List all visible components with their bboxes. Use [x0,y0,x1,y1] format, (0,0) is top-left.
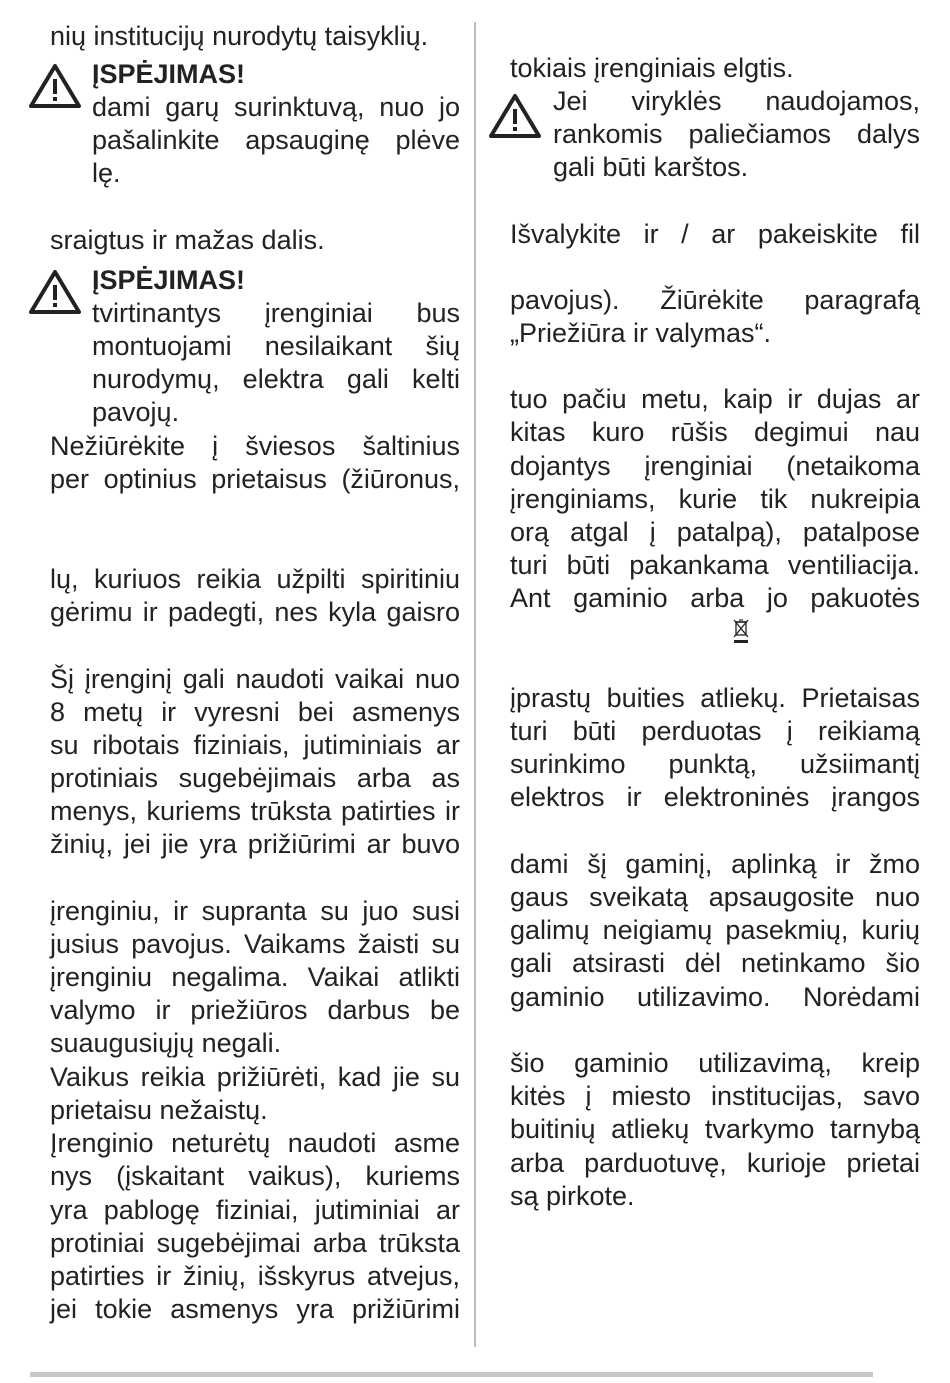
paragraph-line: Šį įrenginį gali naudoti vaikai nuo [50,664,460,694]
warning-triangle-icon [488,92,542,140]
paragraph-line: arba parduotuvę, kurioje prietai [510,1148,920,1178]
paragraph-line: gaus sveikatą apsaugosite nuo [510,882,920,912]
warning-text-line: pavojų. [92,397,180,427]
paragraph-line: surinkimo punktą, užsiimantį [510,749,920,779]
paragraph-line: turi būti perduotas į reikiamą [510,716,920,746]
footer-rule [30,1372,873,1377]
paragraph-line: menys, kuriems trūksta patirties ir [50,796,460,826]
paragraph-line: įrenginiu negalima. Vaikai atlikti [50,962,460,992]
warning-text-line: lę. [92,158,121,188]
paragraph-line: orą atgal į patalpą), patalpose [510,517,920,547]
warning-title: ĮSPĖJIMAS! [92,59,246,89]
paragraph-line: tuo pačiu metu, kaip ir dujas ar [510,384,920,414]
paragraph-line: są pirkote. [510,1181,635,1211]
warning-text-line: Jei viryklės naudojamos, [553,86,920,116]
paragraph-line: kitas kuro rūšis degimui nau [510,417,920,447]
paragraph-line: Ant gaminio arba jo pakuotės [510,583,920,613]
warning-triangle-icon [28,62,82,110]
paragraph-line: Vaikus reikia prižiūrėti, kad jie su [50,1062,460,1092]
paragraph-line: protiniai sugebėjimai arba trūksta [50,1228,460,1258]
paragraph-line: įrenginiu, ir supranta su juo susi [50,896,460,926]
paragraph-line: Nežiūrėkite į šviesos šaltinius [50,431,460,461]
warning-text-line: tvirtinantys įrenginiai bus [92,298,460,328]
paragraph-line: gėrimu ir padegti, nes kyla gaisro [50,597,460,627]
paragraph-line: yra pablogę fiziniai, jutiminiai ar [50,1195,460,1225]
paragraph-line: protiniais sugebėjimais arba as [50,763,460,793]
paragraph-line: suaugusiųjų negali. [50,1028,282,1058]
paragraph-line: prietaisu nežaistų. [50,1095,268,1125]
warning-text-line: montuojami nesilaikant šių [92,331,460,361]
paragraph-line: nys (įskaitant vaikus), kuriems [50,1161,460,1191]
paragraph-line: kitės į miesto institucijas, savo [510,1081,920,1111]
paragraph-line: šio gaminio utilizavimą, kreip [510,1048,920,1078]
paragraph-line: jei tokie asmenys yra prižiūrimi [50,1294,460,1324]
warning-text-line: dami garų surinktuvą, nuo jo [92,92,460,122]
paragraph-line: valymo ir priežiūros darbus be [50,995,460,1025]
paragraph-line: turi būti pakankama ventiliacija. [510,550,920,580]
paragraph-line: buitinių atliekų tvarkymo tarnybą [510,1114,920,1144]
paragraph-line: 8 metų ir vyresni bei asmenys [50,697,460,727]
paragraph-line: gali atsirasti dėl netinkamo šio [510,948,920,978]
warning-text-line: pašalinkite apsauginę plėve [92,125,460,155]
paragraph-line: žinių, jei jie yra prižiūrimi ar buvo [50,829,460,859]
warning-text-line: nurodymų, elektra gali kelti [92,364,460,394]
text-line: sraigtus ir mažas dalis. [50,225,325,255]
paragraph-line: lų, kuriuos reikia užpilti spiritiniu [50,564,460,594]
paragraph-line: įrenginiams, kurie tik nukreipia [510,484,920,514]
paragraph-line: per optinius prietaisus (žiūronus, [50,464,460,494]
warning-title: ĮSPĖJIMAS! [92,265,246,295]
text-line: Išvalykite ir / ar pakeiskite fil [510,219,920,249]
paragraph-line: „Priežiūra ir valymas“. [510,318,772,348]
paragraph-line: patirties ir žinių, išskyrus atvejus, [50,1261,460,1291]
paragraph-line: Įrenginio neturėtų naudoti asme [50,1128,460,1158]
warning-triangle-icon [28,268,82,316]
paragraph-line: dami šį gaminį, aplinką ir žmo [510,849,920,879]
warning-text-line: gali būti karštos. [553,152,749,182]
paragraph-line: dojantys įrenginiai (netaikoma [510,451,920,481]
paragraph-line: gaminio utilizavimo. Norėdami [510,982,920,1012]
text-line: nių institucijų nurodytų taisyklių. [50,21,429,51]
crossed-out-wheelie-bin-icon [732,618,750,644]
paragraph-line: su ribotais fiziniais, jutiminiais ar [50,730,460,760]
paragraph-line: įprastų buities atliekų. Prietaisas [510,683,920,713]
paragraph-line: elektros ir elektroninės įrangos [510,782,920,812]
paragraph-line: jusius pavojus. Vaikams žaisti su [50,929,460,959]
warning-text-line: rankomis paliečiamos dalys [553,119,920,149]
paragraph-line: galimų neigiamų pasekmių, kurių [510,915,920,945]
column-divider [474,22,476,1347]
paragraph-line: pavojus). Žiūrėkite paragrafą [510,285,920,315]
text-line: tokiais įrenginiais elgtis. [510,53,794,83]
